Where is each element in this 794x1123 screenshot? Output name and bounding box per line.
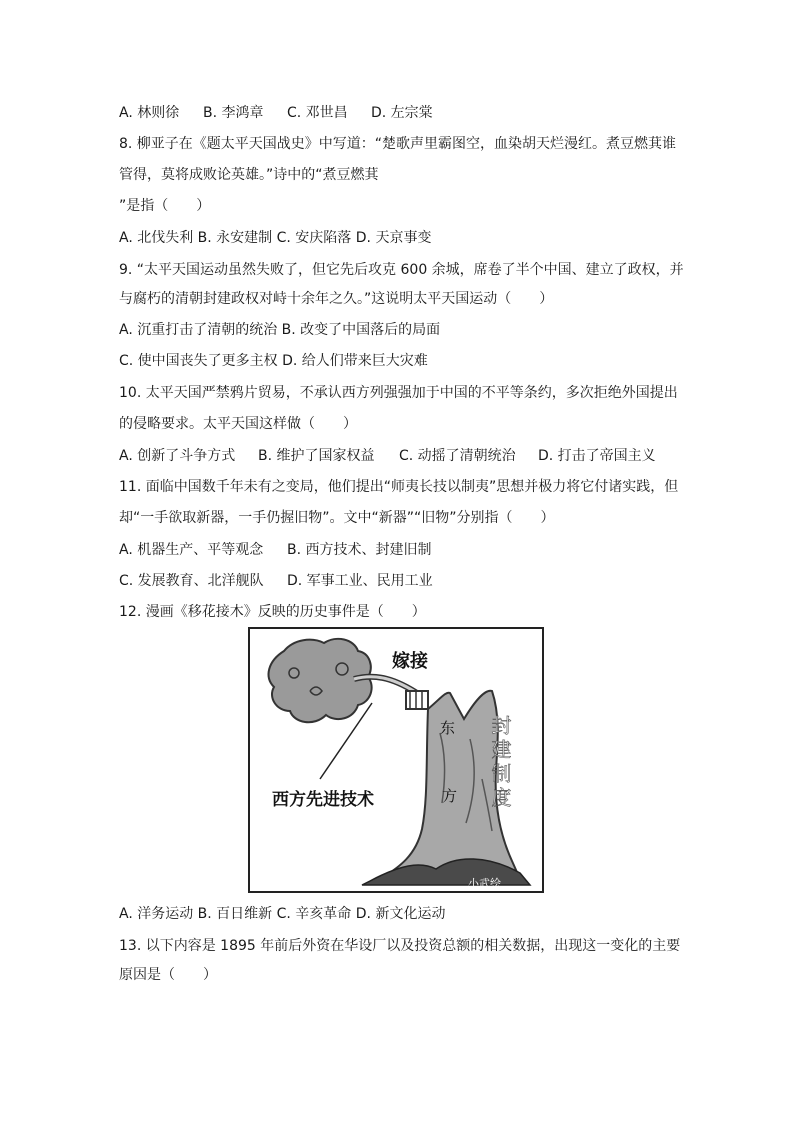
q7-options (119, 104, 433, 122)
q7-option-d: D. 左宗棠 (371, 105, 433, 121)
q7-option-c: C. 邓世昌 (287, 105, 348, 121)
trunk-label-east: 东 (440, 719, 456, 737)
q10-options (119, 447, 656, 465)
q7-option-a: A. 林则徐 (119, 105, 180, 121)
q10-option-c: C. 动摇了清朝统治 (399, 448, 516, 464)
q11-options-row2 (119, 572, 433, 590)
q11-option-c: C. 发展教育、北洋舰队 (119, 573, 264, 589)
q11-option-a: A. 机器生产、平等观念 (119, 542, 264, 558)
q8-stem-line2: 管得，莫将成败论英雄。”诗中的“煮豆燃萁 (119, 167, 379, 183)
q12-stem-line1: 12. 漫画《移花接木》反映的历史事件是（ ） (119, 604, 426, 620)
q8-stem-line3: ”是指（ ） (119, 198, 211, 214)
q11-option-b: B. 西方技术、封建旧制 (287, 542, 432, 558)
q11-stem-line2: 却“一手欲取新器，一手仍握旧物”。文中“新器”“旧物”分别指（ ） (119, 510, 555, 526)
q9-stem-line2: 与腐朽的清朝封建政权对峙十余年之久。”这说明太平天国运动（ ） (119, 291, 554, 307)
q8-stem-line1: 8. 柳亚子在《题太平天国战史》中写道：“楚歌声里霸图空，血染胡天烂漫红。煮豆燃萁谁 (119, 136, 677, 152)
artist-signature: 小武绘 (468, 877, 501, 890)
q13-stem-line2: 原因是（ ） (119, 967, 217, 983)
q9-stem-line1: 9. “太平天国运动虽然失败了，但它先后攻克 600 余城，席卷了半个中国、建立了政权，并 (119, 262, 684, 278)
cartoon-illustration (250, 629, 542, 891)
q9-options-row1: A. 沉重打击了清朝的统治 B. 改变了中国落后的局面 (119, 322, 441, 338)
q10-stem-line1: 10. 太平天国严禁鸦片贸易，不承认西方列强强加于中国的不平等条约，多次拒绝外国提出 (119, 385, 678, 401)
q13-stem-line1: 13. 以下内容是 1895 年前后外资在华设厂以及投资总额的相关数据，出现这一变化的主要 (119, 938, 681, 954)
q10-option-d: D. 打击了帝国主义 (538, 448, 656, 464)
trunk-label-direction: 方 (442, 787, 458, 805)
q10-option-b: B. 维护了国家权益 (258, 448, 375, 464)
q8-options: A. 北伐失利 B. 永安建制 C. 安庆陷落 D. 天京事变 (119, 230, 432, 246)
western-tech-label: 西方先进技术 (272, 790, 374, 810)
q9-options-row2: C. 使中国丧失了更多主权 D. 给人们带来巨大灾难 (119, 353, 428, 369)
q10-option-a: A. 创新了斗争方式 (119, 448, 236, 464)
q12-options: A. 洋务运动 B. 百日维新 C. 辛亥革命 D. 新文化运动 (119, 906, 446, 922)
q10-stem-line2: 的侵略要求。太平天国这样做（ ） (119, 416, 357, 432)
feudal-system-label: 封建制度 (488, 715, 512, 811)
q11-options-row1 (119, 541, 432, 559)
cartoon-graft-figure (248, 627, 544, 893)
graft-label: 嫁接 (392, 651, 428, 672)
q11-option-d: D. 军事工业、民用工业 (287, 573, 433, 589)
q11-stem-line1: 11. 面临中国数千年未有之变局，他们提出“师夷长技以制夷”思想并极力将它付诸实践，但 (119, 479, 679, 495)
q7-option-b: B. 李鸿章 (203, 105, 264, 121)
